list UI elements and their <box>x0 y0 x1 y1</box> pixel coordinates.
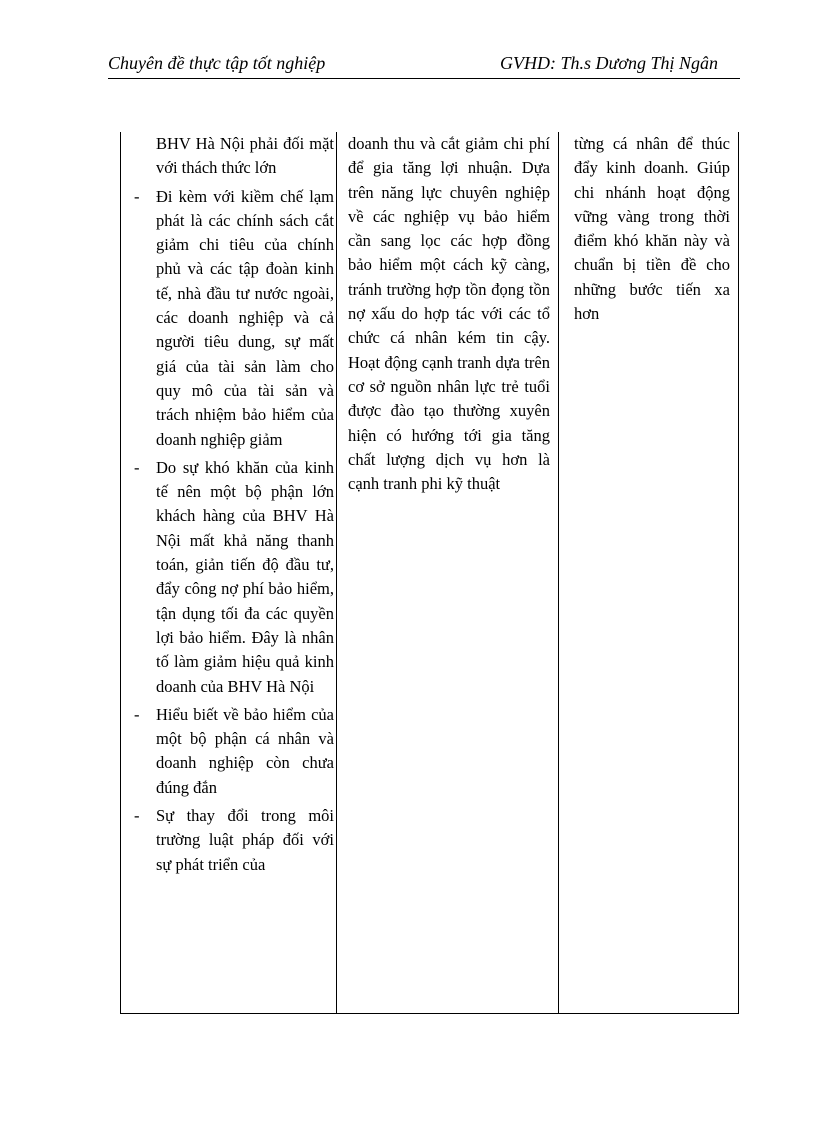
list-dash: - <box>134 806 140 826</box>
table-cell-outcome <box>574 132 730 326</box>
table-border-bottom <box>120 1013 739 1014</box>
table-cell-strategy <box>348 132 550 496</box>
page-header <box>108 52 740 79</box>
table-border-left <box>120 132 121 1014</box>
outcome-text: từng cá nhân để thúc đẩy kinh doanh. Giúp chi nhánh hoạt động vững vàng trong thời điểm khó khăn này và chuẩn bị tiền đề cho những bước tiến xa hơn <box>574 134 730 324</box>
list-item <box>134 185 334 452</box>
continuation-text: BHV Hà Nội phải đối mặt với thách thức lớn <box>156 134 334 178</box>
report-title: Chuyên đề thực tập tốt nghiệp <box>108 53 326 73</box>
list-item <box>134 804 334 877</box>
list-item-text: Đi kèm với kiềm chế lạm phát là các chính sách cắt giảm chi tiêu của chính phủ và các tập đoàn kinh tế, nhà đầu tư nước ngoài, các doanh nghiệp và cả người tiêu dung, sự mất giá của tài sản làm cho quy mô của tài sản và trách nhiệm bảo hiểm của doanh nghiệp giảm <box>156 186 334 449</box>
list-dash: - <box>134 704 140 724</box>
supervisor-name: GVHD: Th.s Dương Thị Ngân <box>500 53 718 73</box>
table-cell-threats <box>134 132 334 877</box>
column-divider-2 <box>558 132 559 1014</box>
list-dash: - <box>134 186 140 206</box>
list-item-text: Sự thay đổi trong môi trường luật pháp đối với sự phát triển của <box>156 806 334 874</box>
column-divider-1 <box>336 132 337 1014</box>
table-border-right <box>738 132 739 1014</box>
list-item-text: Do sự khó khăn của kinh tế nên một bộ phận lớn khách hàng của BHV Hà Nội mất khả năng thanh toán, giản tiến độ đầu tư, đẩy công nợ phí bảo hiểm, tận dụng tối đa các quyền lợi bảo hiểm. Đây là nhân tố làm giảm hiệu quả kinh doanh của BHV Hà Nội <box>156 457 334 696</box>
list-item <box>134 703 334 800</box>
list-item-text: Hiểu biết về bảo hiểm của một bộ phận cá nhân và doanh nghiệp còn chưa đúng đắn <box>156 704 334 797</box>
list-item <box>134 456 334 699</box>
content-table <box>120 132 739 1014</box>
strategy-text: doanh thu và cắt giảm chi phí để gia tăng lợi nhuận. Dựa trên năng lực chuyên nghiệp về các nghiệp vụ bảo hiểm cần sang lọc các hợp đồng bảo hiểm một cách kỹ càng, tránh trường hợp tồn đọng tồn nợ xấu do hợp tác với các tổ chức cá nhân kém tin cậy. Hoạt động cạnh tranh dựa trên cơ sở nguồn nhân lực trẻ tuổi được đào tạo thường xuyên hiện có hướng tới gia tăng chất lượng dịch vụ hơn là cạnh tranh phi kỹ thuật <box>348 134 550 494</box>
list-dash: - <box>134 457 140 477</box>
